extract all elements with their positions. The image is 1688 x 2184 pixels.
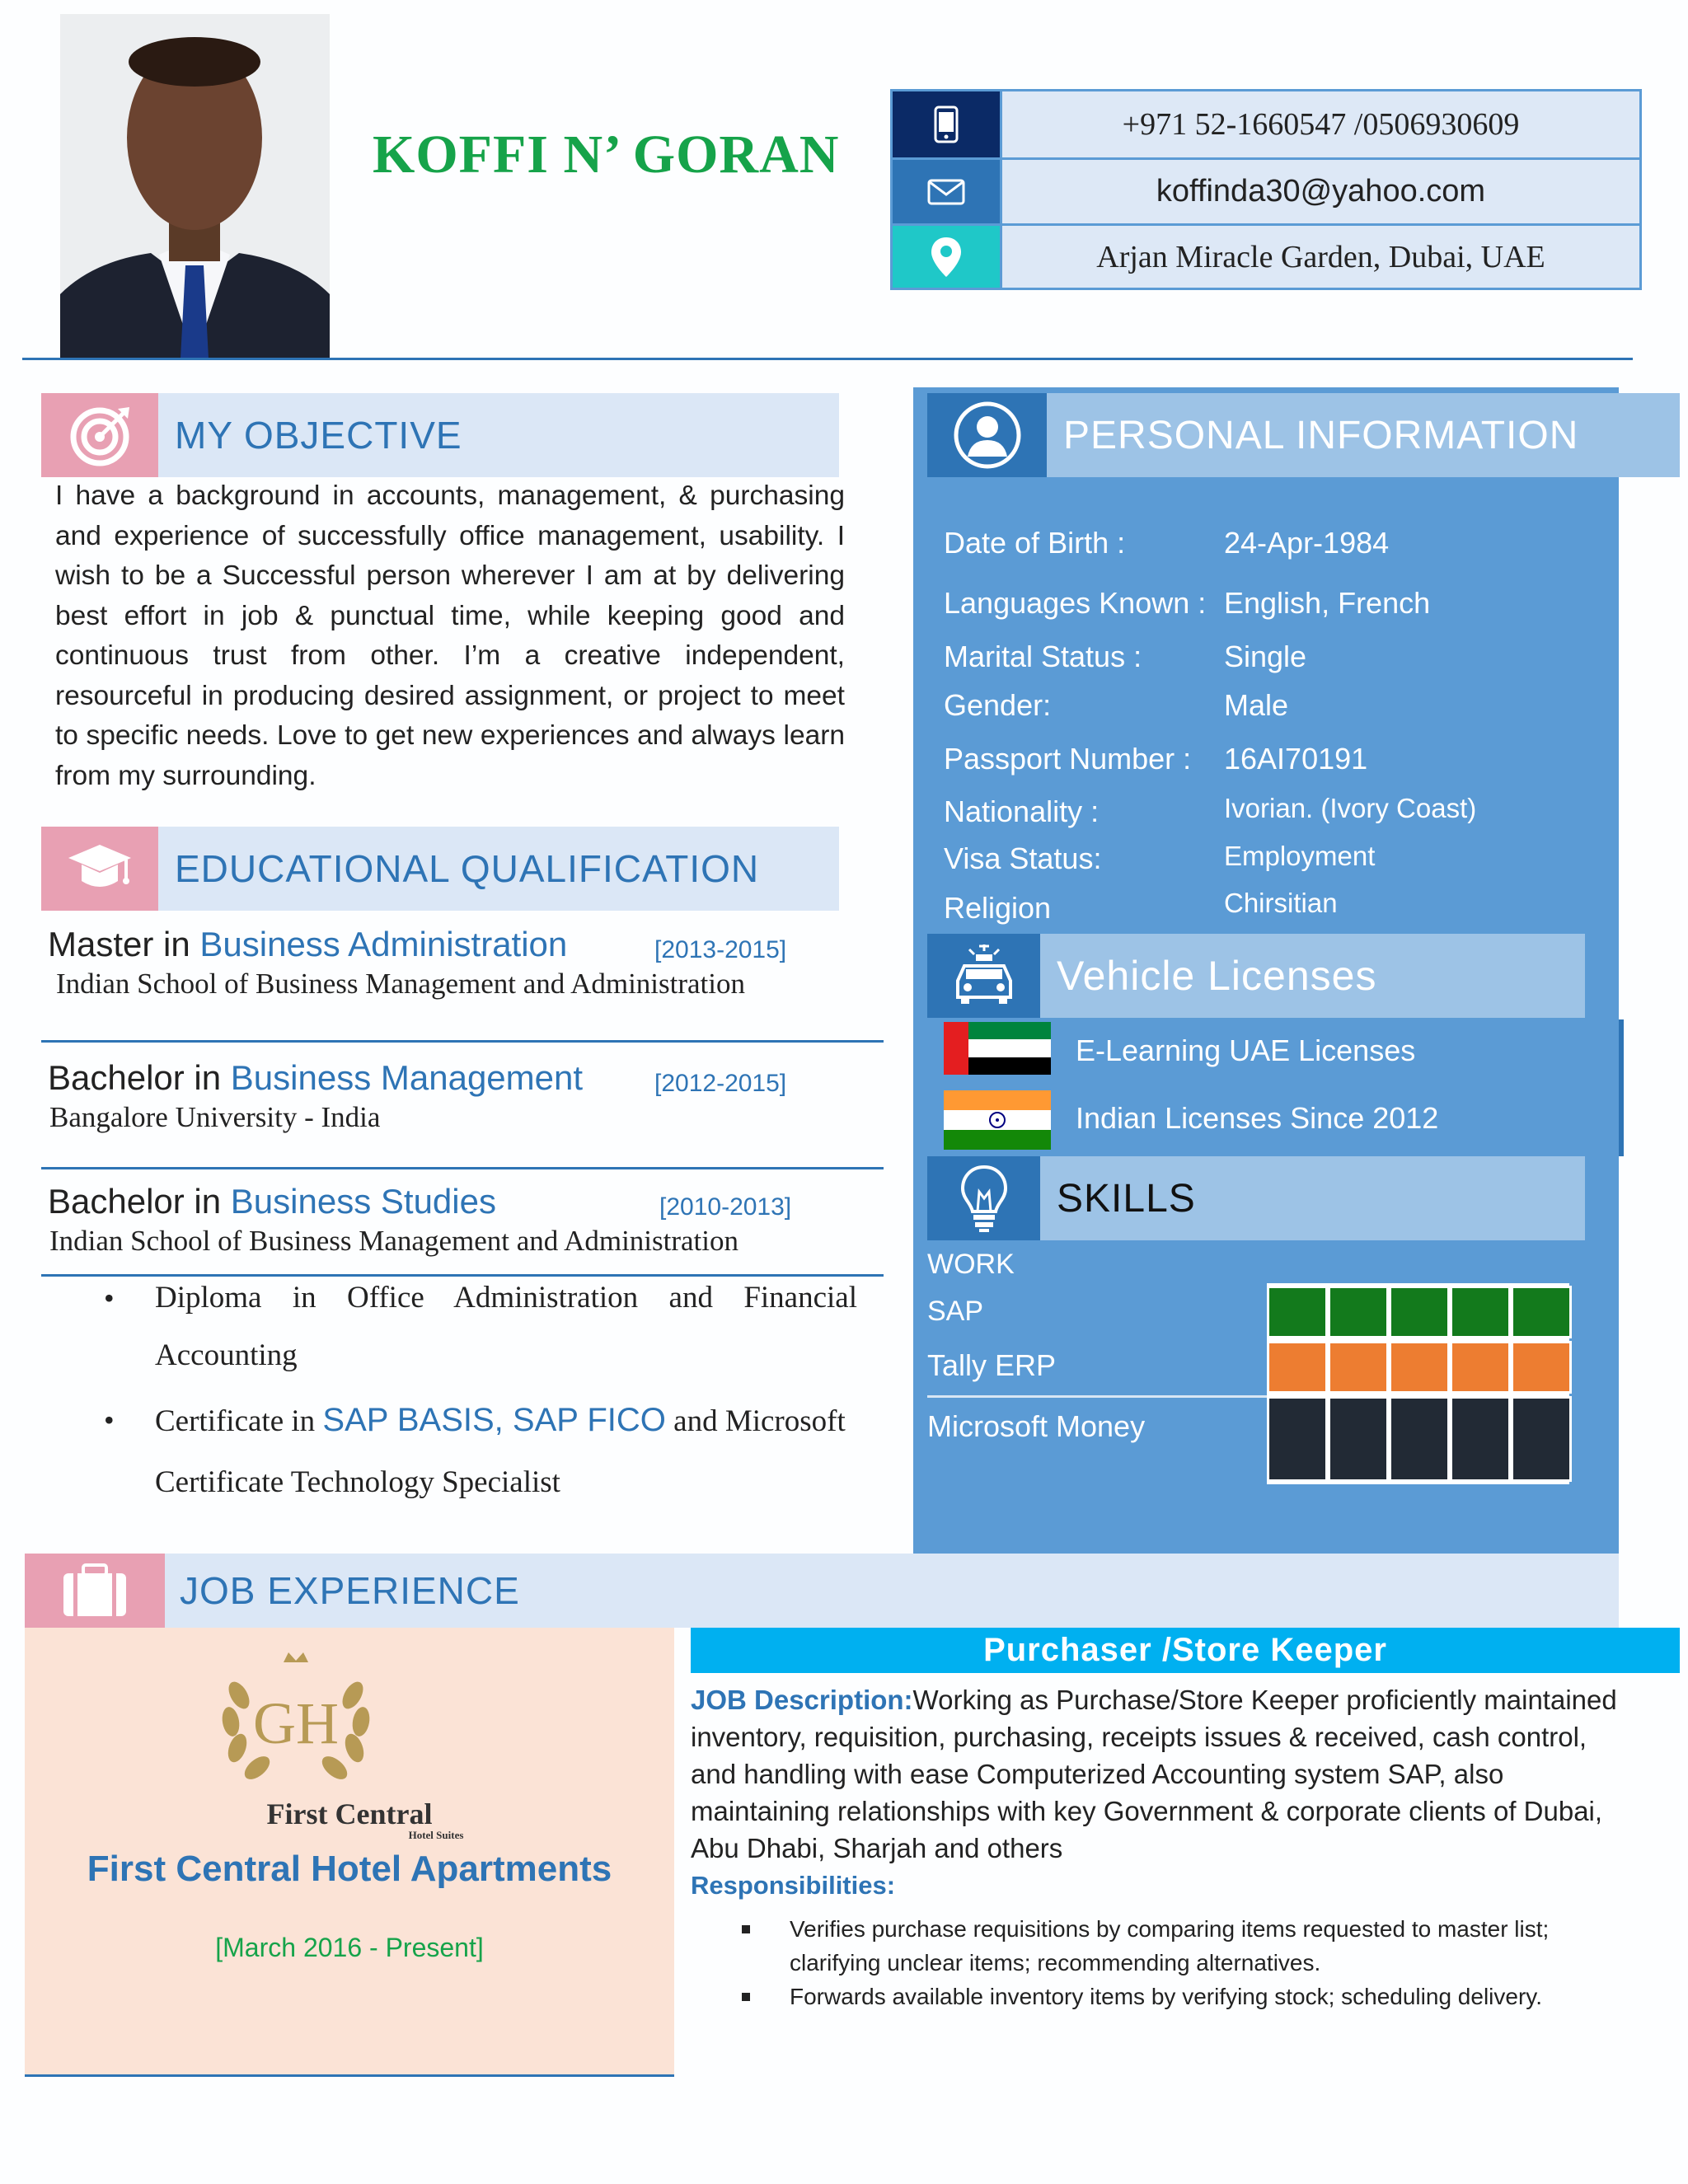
skill-rating-cell: [1511, 1341, 1572, 1394]
skill-rating-cell: [1511, 1286, 1572, 1338]
job-description-text: Working as Purchase/Store Keeper proficiently maintained inventory, requisition, purchasing, receipts issues & received, cash control, and handling with ease Computerized Accounting system SAP, also maintaining relationships with key Government & corporate clients of Dubai, Abu Dhabi, Sharjah and others: [691, 1685, 1617, 1863]
degree-label: Bachelor in: [48, 1182, 222, 1221]
education-title: EDUCATIONAL QUALIFICATION: [175, 847, 760, 890]
licenses-edge: [1619, 1019, 1624, 1156]
skill-rating-cell: [1328, 1286, 1389, 1338]
job-experience-title: JOB EXPERIENCE: [180, 1569, 520, 1612]
header-divider: [22, 358, 1633, 360]
user-icon: [927, 393, 1047, 477]
skill-rating-cell: [1389, 1396, 1450, 1482]
graduation-cap-icon: [41, 827, 158, 911]
skills-divider: [927, 1395, 1269, 1398]
skill-rating-cell: [1511, 1396, 1572, 1482]
skill-work: WORK: [927, 1249, 1015, 1280]
education-item: [48, 1058, 890, 1134]
dob-label: Date of Birth :: [944, 526, 1126, 560]
skill-rating-cell: [1450, 1341, 1511, 1394]
contact-email[interactable]: koffinda30@yahoo.com: [1000, 160, 1639, 223]
cert-highlight: SAP BASIS, SAP FICO: [322, 1402, 666, 1438]
degree-field: Business Administration: [199, 925, 568, 963]
location-pin-icon: [893, 226, 1000, 288]
objective-text: I have a background in accounts, management, & purchasing and experience of successfully office management, usability. I wish to be a Successful person wherever I am at by delivering best effort in job & punctual time, while keeping good and continuous trust from other. I’m a creative independent, resourceful in producing desired assignment, or project to meet to specific needs. Love to get new experiences and always learn from my surrounding.: [55, 480, 845, 791]
nationality-value: Ivorian. (Ivory Coast): [1224, 793, 1477, 823]
briefcase-icon: [25, 1554, 165, 1628]
personal-info-title: PERSONAL INFORMATION: [1063, 413, 1579, 457]
degree-years: [2013-2015]: [654, 936, 787, 963]
religion-label: Religion: [944, 891, 1052, 925]
contact-phone[interactable]: +971 52-1660547 /0506930609: [1000, 91, 1639, 157]
gender-value: Male: [1224, 688, 1289, 722]
profile-photo: [60, 14, 330, 359]
hotel-logo-icon: [209, 1646, 382, 1790]
hotel-logo-text: First Central: [266, 1797, 433, 1830]
skill-rating-cell: [1389, 1341, 1450, 1394]
skill-rating-cell: [1450, 1286, 1511, 1338]
position-title: Purchaser /Store Keeper: [691, 1628, 1680, 1673]
languages-label: Languages Known :: [944, 586, 1207, 620]
education-divider: [41, 1040, 884, 1043]
target-icon: [41, 393, 158, 477]
employment-period: [March 2016 - Present]: [215, 1933, 484, 1962]
lightbulb-icon: [927, 1156, 1040, 1240]
job-description: [691, 1681, 1622, 1867]
svg-text:GH: GH: [253, 1690, 339, 1756]
skill-rating-cell: [1389, 1286, 1450, 1338]
degree-field: Business Management: [230, 1058, 584, 1097]
degree-label: Master in: [48, 925, 190, 963]
responsibilities-label: Responsibilities:: [691, 1871, 896, 1900]
degree-school: Indian School of Business Management and Administration: [56, 968, 746, 1000]
skill-bar-green: [1267, 1286, 1572, 1338]
passport-label: Passport Number :: [944, 742, 1192, 776]
education-header: [41, 827, 839, 911]
visa-label: Visa Status:: [944, 841, 1102, 875]
degree-school: Indian School of Business Management and Administration: [49, 1225, 739, 1257]
degree-field: Business Studies: [230, 1182, 496, 1221]
cert-prefix: Certificate in: [155, 1404, 316, 1438]
languages-value: English, French: [1224, 586, 1431, 620]
skill-rating-cell: [1328, 1341, 1389, 1394]
degree-school: Bangalore University - India: [49, 1101, 381, 1133]
degree-years: [2012-2015]: [654, 1070, 787, 1097]
skill-rating-cell: [1267, 1286, 1328, 1338]
religion-value: Chirsitian: [1224, 888, 1338, 918]
objective-header: [41, 393, 839, 477]
india-flag-icon: [944, 1090, 1051, 1150]
skill-rating-cell: [1267, 1341, 1328, 1394]
skill-bar-dark: [1267, 1396, 1572, 1482]
uae-flag-icon: [944, 1022, 1051, 1075]
extra-qualifications: [99, 1269, 857, 1513]
personal-info-header: [927, 393, 1680, 477]
skill-bar-orange: [1267, 1341, 1572, 1394]
visa-value: Employment: [1224, 841, 1376, 871]
contact-address: Arjan Miracle Garden, Dubai, UAE: [1000, 226, 1639, 288]
skill-sap: SAP: [927, 1296, 984, 1327]
degree-label: Bachelor in: [48, 1058, 222, 1097]
job-description-label: JOB Description:: [691, 1685, 913, 1715]
passport-value: 16AI70191: [1224, 742, 1368, 776]
nationality-label: Nationality :: [944, 794, 1100, 828]
license-india: Indian Licenses Since 2012: [1076, 1101, 1439, 1135]
diploma-text: Diploma in Office Administration and Financial Accounting: [155, 1281, 857, 1372]
degree-years: [2010-2013]: [659, 1193, 792, 1221]
license-uae: E-Learning UAE Licenses: [1076, 1033, 1416, 1067]
car-icon: [927, 934, 1040, 1018]
education-item: [48, 925, 890, 1001]
company-name: First Central Hotel Apartments: [87, 1849, 612, 1889]
education-item: [48, 1182, 890, 1258]
contact-box: [890, 89, 1642, 290]
marital-value: Single: [1224, 640, 1307, 673]
list-item: [99, 1390, 857, 1513]
list-item: [99, 1269, 857, 1385]
skill-rating-cell: [1328, 1396, 1389, 1482]
skill-microsoft-money: Microsoft Money: [927, 1409, 1146, 1443]
job-experience-header: [25, 1554, 1619, 1628]
hotel-logo-subtext: Hotel Suites: [408, 1829, 464, 1841]
responsibilities-list: [742, 1912, 1615, 2013]
licenses-header: [927, 934, 1585, 1018]
objective-title: MY OBJECTIVE: [175, 414, 462, 457]
dob-value: 24-Apr-1984: [1224, 526, 1390, 560]
skills-header: [927, 1156, 1585, 1240]
licenses-title: Vehicle Licenses: [1057, 953, 1377, 999]
marital-label: Marital Status :: [944, 640, 1142, 673]
list-item: Verifies purchase requisitions by comparing items requested to master list; clarifying unclear items; recommending alternatives.: [742, 1912, 1615, 1980]
candidate-name: KOFFI N’ GORAN: [373, 124, 840, 185]
phone-icon: [893, 91, 1000, 157]
skills-title: SKILLS: [1057, 1176, 1196, 1221]
education-divider: [41, 1167, 884, 1169]
skill-tally: Tally ERP: [927, 1348, 1057, 1382]
skill-rating-cell: [1267, 1396, 1328, 1482]
cert-suffix: and Microsoft Certificate Technology Specialist: [155, 1404, 846, 1499]
employer-card: [25, 1628, 674, 2077]
mail-icon: [893, 160, 1000, 223]
gender-label: Gender:: [944, 688, 1052, 722]
list-item: Forwards available inventory items by verifying stock; scheduling delivery.: [742, 1980, 1615, 2013]
skill-rating-cell: [1450, 1396, 1511, 1482]
